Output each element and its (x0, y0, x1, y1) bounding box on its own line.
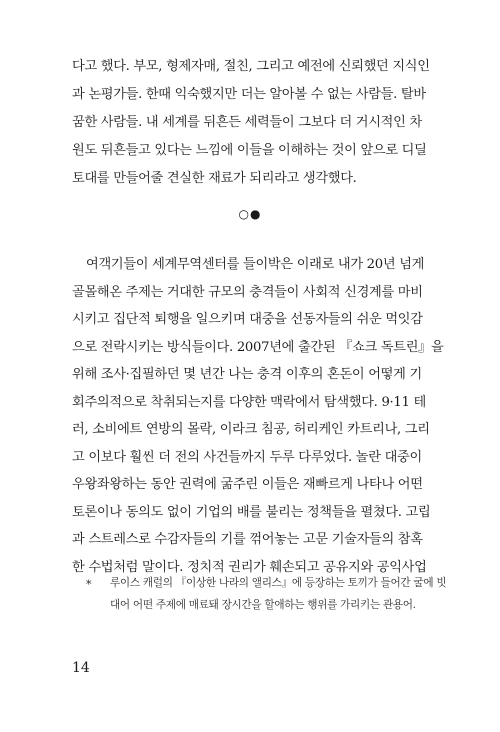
text-line: 우왕좌왕하는 동안 권력에 굶주린 이들은 재빠르게 나타나 어떤 (72, 477, 423, 492)
text-line: 원도 뒤흔들고 있다는 느낌에 이들을 이해하는 것이 앞으로 디딜 (72, 143, 427, 158)
text-line: 토대를 만들어줄 견실한 재료가 되리라고 생각했다. (72, 171, 357, 186)
text-line: 과 논평가들. 한때 익숙했지만 더는 알아볼 수 없는 사람들. 탈바 (72, 87, 426, 102)
text-line: 회주의적으로 착취되는지를 다양한 맥락에서 탐색했다. 9·11 테 (72, 394, 426, 410)
footnote-line: 루이스 캐럴의 『이상한 나라의 앨리스』에 등장하는 토끼가 들어간 굴에 빗 (110, 577, 447, 589)
page-number: 14 (72, 660, 90, 676)
section-divider: ○● (238, 207, 262, 221)
text-line: 으로 전락시키는 방식들이다. 2007년에 출간된 『쇼크 독트린』을 (72, 339, 444, 355)
text-line: 골몰해온 주제는 거대한 규모의 충격들이 사회적 신경계를 마비 (72, 284, 423, 300)
text-line: 시키고 집단적 퇴행을 일으키며 대중을 선동자들의 쉬운 먹잇감 (72, 312, 423, 327)
text-line: 고 이보다 훨씬 더 전의 사건들까지 두루 다루었다. 놀란 대중이 (72, 449, 422, 465)
text-line: 러, 소비에트 연방의 몰락, 이라크 침공, 허리케인 카트리나, 그리 (72, 422, 430, 437)
text-line: 꿈한 사람들. 내 세계를 뒤흔든 세력들이 그보다 더 거시적인 차 (72, 115, 422, 130)
text-line: 위해 조사·집필하던 몇 년간 나는 충격 이후의 혼돈이 어떻게 기 (72, 367, 422, 382)
text-line: 토론이나 동의도 없이 기업의 배를 불리는 정책들을 펼쳤다. 고립 (72, 504, 431, 520)
footnote-line: 대어 어떤 주제에 매료돼 장시간을 할애하는 행위를 가리키는 관용어. (110, 599, 416, 611)
text-line: 과 스트레스로 수감자들의 기를 꺾어놓는 고문 기술자들의 참혹 (72, 532, 423, 547)
text-line: 한 수법처럼 말이다. 정치적 권리가 훼손되고 공유지와 공익사업 (72, 559, 427, 575)
text-line: 여객기들이 세계무역센터를 들이박은 이래로 내가 20년 넘게 (86, 257, 425, 272)
footnote-marker: * (86, 578, 92, 591)
text-line: 다고 했다. 부모, 형제자매, 절친, 그리고 예전에 신뢰했던 지식인 (72, 59, 430, 74)
